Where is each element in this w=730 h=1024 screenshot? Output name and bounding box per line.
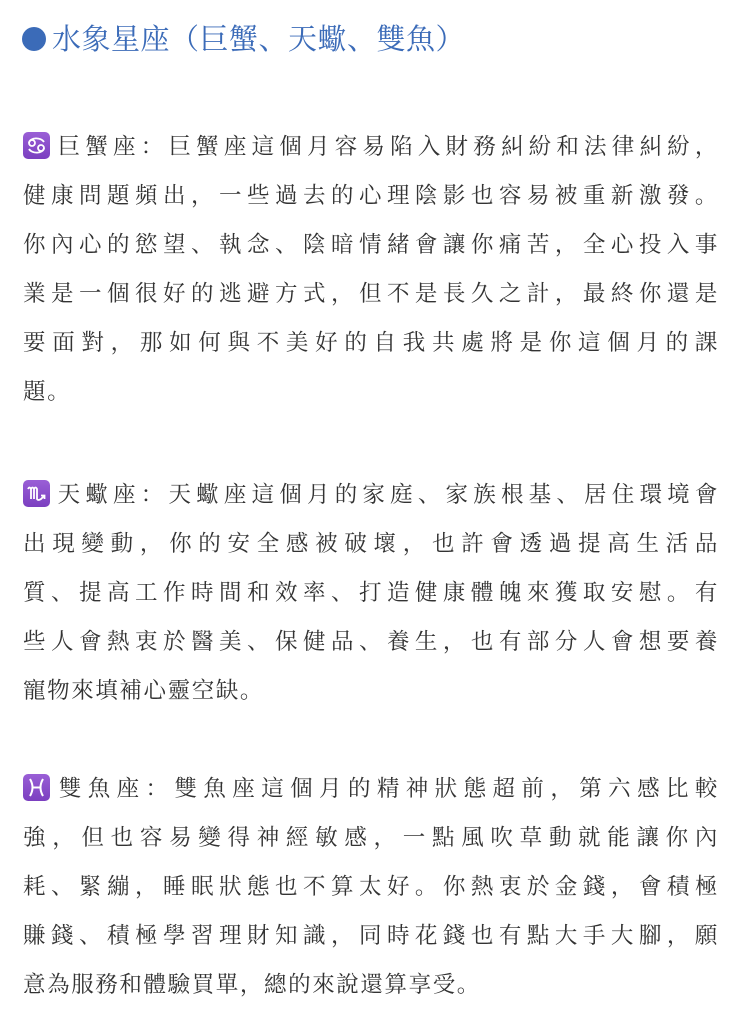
scorpio-paragraph — [23, 471, 719, 716]
paragraph-line: 耗、緊繃，睡眠狀態也不算太好。你熱衷於金錢，會積極 — [23, 874, 719, 900]
pisces-zodiac-icon — [23, 774, 50, 801]
paragraph-line: 業是一個很好的逃避方式，但不是長久之計，最終你還是 — [23, 281, 719, 307]
paragraph-line: 出現變動，你的安全感被破壞，也許會透過提高生活品 — [23, 531, 719, 557]
line-text: 巨蟹座：巨蟹座這個月容易陷入財務糾紛和法律糾紛， — [54, 134, 719, 160]
line-text: 天蠍座：天蠍座這個月的家庭、家族根基、居住環境會 — [54, 482, 719, 508]
paragraph-line: 質、提高工作時間和效率、打造健康體魄來獲取安慰。有 — [23, 580, 719, 606]
paragraph-line: 寵物來填補心靈空缺。 — [23, 678, 265, 704]
paragraph-line — [23, 765, 719, 814]
pisces-paragraph — [23, 765, 719, 1010]
paragraph-line: 些人會熱衷於醫美、保健品、養生，也有部分人會想要養 — [23, 629, 719, 655]
paragraph-line: 強，但也容易變得神經敏感，一點風吹草動就能讓你內 — [23, 825, 719, 851]
line-text: 雙魚座：雙魚座這個月的精神狀態超前，第六感比較 — [54, 776, 719, 802]
paragraph-line: 題。 — [23, 379, 72, 405]
paragraph-line: 健康問題頻出，一些過去的心理陰影也容易被重新激發。 — [23, 183, 719, 209]
scorpio-zodiac-icon — [23, 480, 50, 507]
paragraph-line: 賺錢、積極學習理財知識，同時花錢也有點大手大腳，願 — [23, 923, 719, 949]
paragraph-line: 要面對，那如何與不美好的自我共處將是你這個月的課 — [23, 330, 719, 356]
paragraph-line — [23, 471, 719, 520]
section-header — [22, 14, 465, 64]
paragraph-line — [23, 123, 719, 172]
cancer-zodiac-icon — [23, 132, 50, 159]
page-title: 水象星座（巨蟹、天蠍、雙魚） — [52, 21, 466, 56]
paragraph-line: 意為服務和體驗買單，總的來說還算享受。 — [23, 972, 481, 998]
blue-dot-bullet-icon — [22, 27, 46, 51]
paragraph-line: 你內心的慾望、執念、陰暗情緒會讓你痛苦，全心投入事 — [23, 232, 719, 258]
cancer-paragraph — [23, 123, 719, 417]
